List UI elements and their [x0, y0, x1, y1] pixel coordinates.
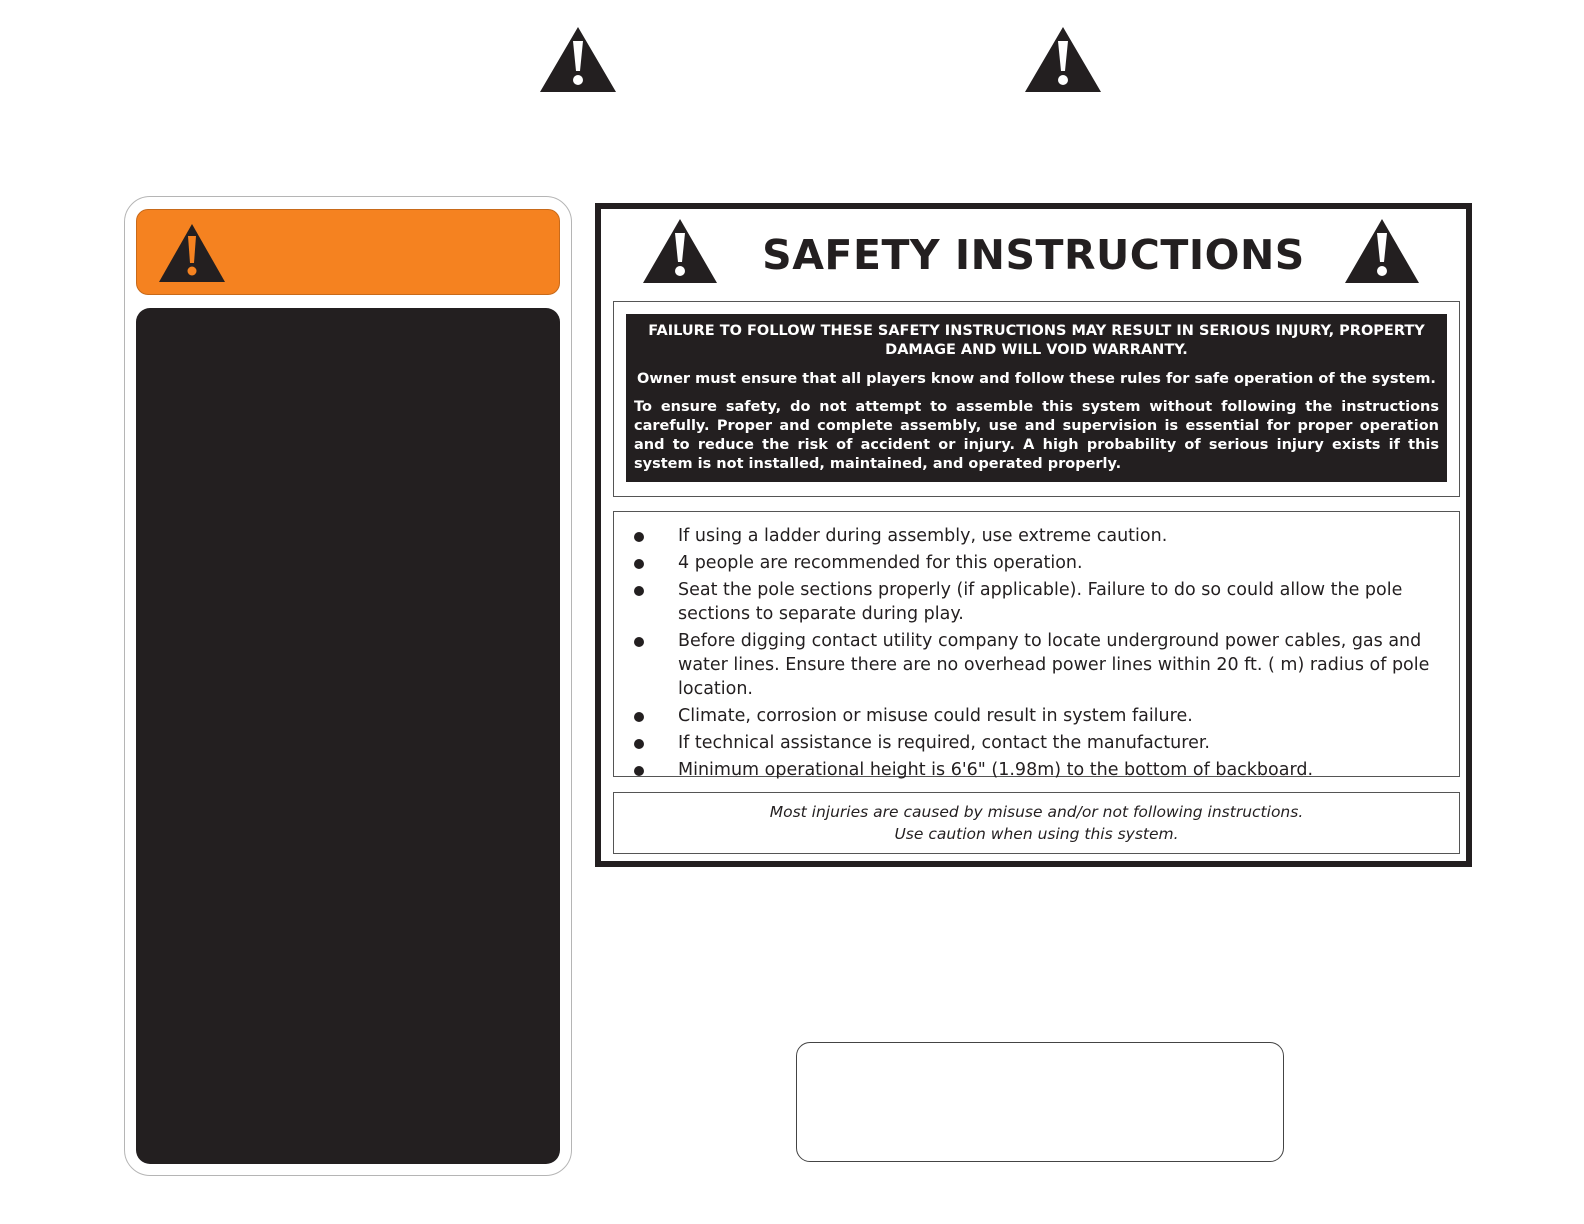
bullet-icon — [634, 559, 644, 569]
warning-triangle-icon — [1025, 27, 1101, 92]
bullet-icon — [634, 637, 644, 647]
warning-text-block — [626, 314, 1447, 482]
list-item: Seat the pole sections properly (if applicable). Failure to do so could allow the pole sections to separate during play. — [614, 578, 1439, 626]
list-item: If using a ladder during assembly, use extreme caution. — [614, 524, 1439, 548]
warning-triangle-icon — [159, 224, 225, 282]
instructions-list — [614, 524, 1439, 785]
footer-note-line: Most injuries are caused by misuse and/or not following instructions. — [769, 803, 1304, 821]
list-item: If technical assistance is required, contact the manufacturer. — [614, 731, 1439, 755]
safety-instructions-panel — [595, 203, 1472, 867]
footer-note-line: Use caution when using this system. — [894, 825, 1179, 843]
warning-label-panel — [124, 196, 572, 1176]
list-item: Minimum operational height is 6'6" (1.98m) to the bottom of backboard. — [614, 758, 1439, 782]
warning-box — [613, 301, 1460, 497]
warning-triangle-icon — [1345, 219, 1419, 283]
list-item: Before digging contact utility company to locate underground power cables, gas and water lines. Ensure there are no overhead power lines within 20 ft. ( m) radius of pole location. — [614, 629, 1439, 701]
list-item: Climate, corrosion or misuse could result in system failure. — [614, 704, 1439, 728]
bullet-icon — [634, 532, 644, 542]
instructions-list-box — [613, 511, 1460, 780]
bullet-icon — [634, 586, 644, 596]
footer-note-box — [613, 792, 1460, 854]
blank-label-box — [796, 1042, 1284, 1162]
owner-notice: Owner must ensure that all players know and follow these rules for safe operation of the system. — [637, 371, 1436, 387]
list-item: 4 people are recommended for this operation. — [614, 551, 1439, 575]
page-title: SAFETY INSTRUCTIONS — [762, 231, 1305, 279]
warning-headline: FAILURE TO FOLLOW THESE SAFETY INSTRUCTIONS MAY RESULT IN SERIOUS INJURY, PROPERTY DAMAGE AND WILL VOID WARRANTY. — [648, 323, 1425, 358]
warning-triangle-icon — [540, 27, 616, 92]
bullet-icon — [634, 739, 644, 749]
assembly-notice: To ensure safety, do not attempt to assemble this system without following the instructions carefully. Proper and complete assembly, use and supervision is essential for proper operation and to reduce the risk of accident or injury. A high probability of serious injury exists if this system is not installed, maintained, and operated properly. — [634, 399, 1439, 472]
warning-body-panel — [136, 308, 560, 1164]
bullet-icon — [634, 766, 644, 776]
warning-header-bar — [136, 209, 560, 295]
bullet-icon — [634, 712, 644, 722]
